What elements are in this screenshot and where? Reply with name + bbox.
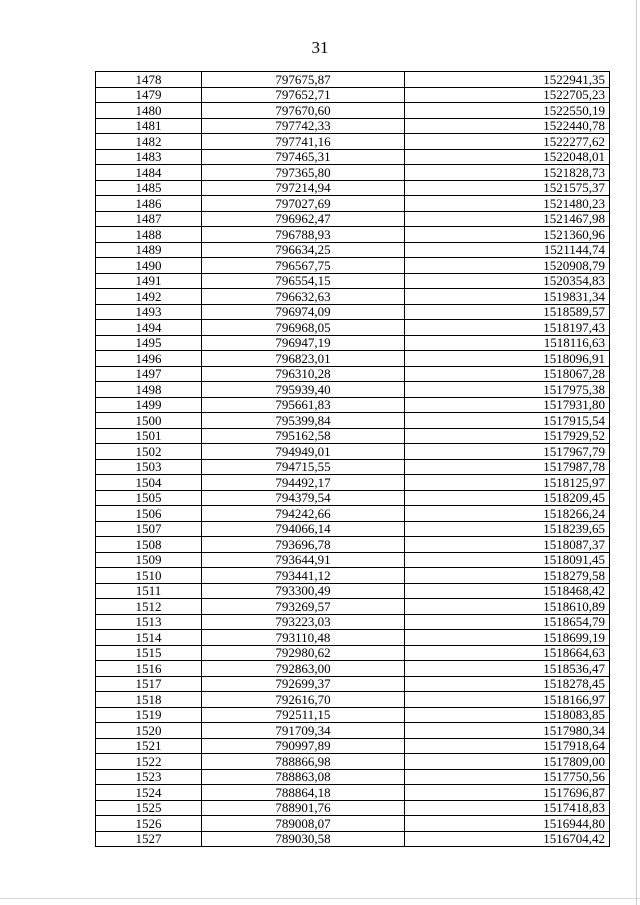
table-row — [96, 800, 610, 816]
point-number-cell: 1525 — [96, 800, 202, 816]
table-row — [96, 816, 610, 832]
table-row — [96, 180, 610, 196]
table-row — [96, 723, 610, 739]
y-coordinate-cell: 1517931,80 — [405, 397, 610, 413]
table-row — [96, 692, 610, 708]
x-coordinate-cell: 793441,12 — [202, 568, 405, 584]
page-number: 31 — [311, 38, 329, 57]
x-coordinate-cell: 796974,09 — [202, 304, 405, 320]
point-number-cell: 1512 — [96, 599, 202, 615]
table-row — [96, 490, 610, 506]
y-coordinate-cell: 1522440,78 — [405, 118, 610, 134]
point-number-cell: 1517 — [96, 676, 202, 692]
y-coordinate-cell: 1518166,97 — [405, 692, 610, 708]
table-row — [96, 521, 610, 537]
x-coordinate-cell: 793223,03 — [202, 614, 405, 630]
table-row — [96, 444, 610, 460]
point-number-cell: 1483 — [96, 149, 202, 165]
point-number-cell: 1479 — [96, 87, 202, 103]
point-number-cell: 1514 — [96, 630, 202, 646]
x-coordinate-cell: 797465,31 — [202, 149, 405, 165]
point-number-cell: 1523 — [96, 769, 202, 785]
table-row — [96, 599, 610, 615]
x-coordinate-cell: 788901,76 — [202, 800, 405, 816]
point-number-cell: 1502 — [96, 444, 202, 460]
y-coordinate-cell: 1517809,00 — [405, 754, 610, 770]
point-number-cell: 1490 — [96, 258, 202, 274]
y-coordinate-cell: 1517418,83 — [405, 800, 610, 816]
table-row — [96, 459, 610, 475]
y-coordinate-cell: 1518468,42 — [405, 583, 610, 599]
x-coordinate-cell: 788864,18 — [202, 785, 405, 801]
y-coordinate-cell: 1522941,35 — [405, 72, 610, 88]
table-row — [96, 165, 610, 181]
table-row — [96, 382, 610, 398]
point-number-cell: 1501 — [96, 428, 202, 444]
table-row — [96, 475, 610, 491]
coordinates-table-body — [96, 72, 610, 847]
x-coordinate-cell: 792616,70 — [202, 692, 405, 708]
table-row — [96, 661, 610, 677]
point-number-cell: 1515 — [96, 645, 202, 661]
y-coordinate-cell: 1518278,45 — [405, 676, 610, 692]
y-coordinate-cell: 1517696,87 — [405, 785, 610, 801]
table-row — [96, 645, 610, 661]
table-row — [96, 568, 610, 584]
table-row — [96, 738, 610, 754]
x-coordinate-cell: 793644,91 — [202, 552, 405, 568]
x-coordinate-cell: 792863,00 — [202, 661, 405, 677]
point-number-cell: 1489 — [96, 242, 202, 258]
y-coordinate-cell: 1522705,23 — [405, 87, 610, 103]
y-coordinate-cell: 1518279,58 — [405, 568, 610, 584]
table-row — [96, 769, 610, 785]
table-row — [96, 397, 610, 413]
table-row — [96, 630, 610, 646]
y-coordinate-cell: 1518096,91 — [405, 351, 610, 367]
y-coordinate-cell: 1518067,28 — [405, 366, 610, 382]
point-number-cell: 1496 — [96, 351, 202, 367]
point-number-cell: 1488 — [96, 227, 202, 243]
x-coordinate-cell: 797670,60 — [202, 103, 405, 119]
x-coordinate-cell: 794066,14 — [202, 521, 405, 537]
table-row — [96, 428, 610, 444]
y-coordinate-cell: 1518197,43 — [405, 320, 610, 336]
table-row — [96, 413, 610, 429]
x-coordinate-cell: 796310,28 — [202, 366, 405, 382]
x-coordinate-cell: 793269,57 — [202, 599, 405, 615]
y-coordinate-cell: 1521467,98 — [405, 211, 610, 227]
point-number-cell: 1510 — [96, 568, 202, 584]
point-number-cell: 1513 — [96, 614, 202, 630]
point-number-cell: 1487 — [96, 211, 202, 227]
x-coordinate-cell: 797027,69 — [202, 196, 405, 212]
point-number-cell: 1497 — [96, 366, 202, 382]
table-row — [96, 754, 610, 770]
y-coordinate-cell: 1517750,56 — [405, 769, 610, 785]
coordinates-table — [95, 71, 610, 847]
y-coordinate-cell: 1518116,63 — [405, 335, 610, 351]
x-coordinate-cell: 796567,75 — [202, 258, 405, 274]
x-coordinate-cell: 793696,78 — [202, 537, 405, 553]
y-coordinate-cell: 1517975,38 — [405, 382, 610, 398]
x-coordinate-cell: 796634,25 — [202, 242, 405, 258]
y-coordinate-cell: 1520908,79 — [405, 258, 610, 274]
point-number-cell: 1508 — [96, 537, 202, 553]
y-coordinate-cell: 1520354,83 — [405, 273, 610, 289]
y-coordinate-cell: 1517967,79 — [405, 444, 610, 460]
table-row — [96, 614, 610, 630]
y-coordinate-cell: 1522550,19 — [405, 103, 610, 119]
table-row — [96, 707, 610, 723]
table-row — [96, 552, 610, 568]
y-coordinate-cell: 1521480,23 — [405, 196, 610, 212]
y-coordinate-cell: 1517918,64 — [405, 738, 610, 754]
y-coordinate-cell: 1521144,74 — [405, 242, 610, 258]
table-row — [96, 134, 610, 150]
y-coordinate-cell: 1518664,63 — [405, 645, 610, 661]
x-coordinate-cell: 796554,15 — [202, 273, 405, 289]
x-coordinate-cell: 795162,58 — [202, 428, 405, 444]
y-coordinate-cell: 1517929,52 — [405, 428, 610, 444]
table-row — [96, 304, 610, 320]
point-number-cell: 1494 — [96, 320, 202, 336]
point-number-cell: 1486 — [96, 196, 202, 212]
y-coordinate-cell: 1518209,45 — [405, 490, 610, 506]
x-coordinate-cell: 796823,01 — [202, 351, 405, 367]
x-coordinate-cell: 797365,80 — [202, 165, 405, 181]
y-coordinate-cell: 1518536,47 — [405, 661, 610, 677]
table-row — [96, 785, 610, 801]
x-coordinate-cell: 789030,58 — [202, 831, 405, 847]
point-number-cell: 1509 — [96, 552, 202, 568]
table-row — [96, 242, 610, 258]
table-row — [96, 537, 610, 553]
point-number-cell: 1491 — [96, 273, 202, 289]
x-coordinate-cell: 795939,40 — [202, 382, 405, 398]
y-coordinate-cell: 1518266,24 — [405, 506, 610, 522]
table-row — [96, 72, 610, 88]
point-number-cell: 1507 — [96, 521, 202, 537]
point-number-cell: 1484 — [96, 165, 202, 181]
x-coordinate-cell: 792980,62 — [202, 645, 405, 661]
table-row — [96, 335, 610, 351]
point-number-cell: 1480 — [96, 103, 202, 119]
point-number-cell: 1478 — [96, 72, 202, 88]
y-coordinate-cell: 1521575,37 — [405, 180, 610, 196]
y-coordinate-cell: 1522277,62 — [405, 134, 610, 150]
y-coordinate-cell: 1518125,97 — [405, 475, 610, 491]
x-coordinate-cell: 797652,71 — [202, 87, 405, 103]
table-row — [96, 366, 610, 382]
x-coordinate-cell: 788866,98 — [202, 754, 405, 770]
point-number-cell: 1495 — [96, 335, 202, 351]
point-number-cell: 1481 — [96, 118, 202, 134]
x-coordinate-cell: 790997,89 — [202, 738, 405, 754]
point-number-cell: 1482 — [96, 134, 202, 150]
x-coordinate-cell: 794379,54 — [202, 490, 405, 506]
y-coordinate-cell: 1521828,73 — [405, 165, 610, 181]
x-coordinate-cell: 792511,15 — [202, 707, 405, 723]
x-coordinate-cell: 789008,07 — [202, 816, 405, 832]
y-coordinate-cell: 1521360,96 — [405, 227, 610, 243]
table-row — [96, 87, 610, 103]
x-coordinate-cell: 794715,55 — [202, 459, 405, 475]
point-number-cell: 1518 — [96, 692, 202, 708]
y-coordinate-cell: 1516704,42 — [405, 831, 610, 847]
x-coordinate-cell: 796962,47 — [202, 211, 405, 227]
y-coordinate-cell: 1518091,45 — [405, 552, 610, 568]
point-number-cell: 1511 — [96, 583, 202, 599]
y-coordinate-cell: 1518083,85 — [405, 707, 610, 723]
x-coordinate-cell: 796632,63 — [202, 289, 405, 305]
point-number-cell: 1500 — [96, 413, 202, 429]
x-coordinate-cell: 794492,17 — [202, 475, 405, 491]
y-coordinate-cell: 1518610,89 — [405, 599, 610, 615]
x-coordinate-cell: 793110,48 — [202, 630, 405, 646]
y-coordinate-cell: 1517915,54 — [405, 413, 610, 429]
x-coordinate-cell: 797214,94 — [202, 180, 405, 196]
point-number-cell: 1504 — [96, 475, 202, 491]
y-coordinate-cell: 1518699,19 — [405, 630, 610, 646]
x-coordinate-cell: 794949,01 — [202, 444, 405, 460]
table-row — [96, 351, 610, 367]
point-number-cell: 1520 — [96, 723, 202, 739]
table-row — [96, 676, 610, 692]
x-coordinate-cell: 796947,19 — [202, 335, 405, 351]
point-number-cell: 1498 — [96, 382, 202, 398]
y-coordinate-cell: 1518087,37 — [405, 537, 610, 553]
x-coordinate-cell: 797741,16 — [202, 134, 405, 150]
y-coordinate-cell: 1518654,79 — [405, 614, 610, 630]
point-number-cell: 1493 — [96, 304, 202, 320]
x-coordinate-cell: 796968,05 — [202, 320, 405, 336]
y-coordinate-cell: 1518589,57 — [405, 304, 610, 320]
table-row — [96, 320, 610, 336]
scan-edge-right — [636, 0, 637, 905]
point-number-cell: 1524 — [96, 785, 202, 801]
table-row — [96, 583, 610, 599]
scan-edge-bottom — [0, 898, 640, 899]
y-coordinate-cell: 1522048,01 — [405, 149, 610, 165]
point-number-cell: 1503 — [96, 459, 202, 475]
table-row — [96, 211, 610, 227]
table-row — [96, 273, 610, 289]
table-row — [96, 506, 610, 522]
x-coordinate-cell: 792699,37 — [202, 676, 405, 692]
point-number-cell: 1505 — [96, 490, 202, 506]
x-coordinate-cell: 795661,83 — [202, 397, 405, 413]
y-coordinate-cell: 1517980,34 — [405, 723, 610, 739]
table-row — [96, 103, 610, 119]
table-row — [96, 831, 610, 847]
table-row — [96, 227, 610, 243]
x-coordinate-cell: 795399,84 — [202, 413, 405, 429]
y-coordinate-cell: 1518239,65 — [405, 521, 610, 537]
x-coordinate-cell: 794242,66 — [202, 506, 405, 522]
point-number-cell: 1522 — [96, 754, 202, 770]
table-row — [96, 149, 610, 165]
point-number-cell: 1506 — [96, 506, 202, 522]
point-number-cell: 1499 — [96, 397, 202, 413]
x-coordinate-cell: 796788,93 — [202, 227, 405, 243]
point-number-cell: 1527 — [96, 831, 202, 847]
x-coordinate-cell: 793300,49 — [202, 583, 405, 599]
point-number-cell: 1526 — [96, 816, 202, 832]
x-coordinate-cell: 788863,08 — [202, 769, 405, 785]
y-coordinate-cell: 1517987,78 — [405, 459, 610, 475]
table-row — [96, 196, 610, 212]
x-coordinate-cell: 797675,87 — [202, 72, 405, 88]
table-row — [96, 258, 610, 274]
point-number-cell: 1516 — [96, 661, 202, 677]
x-coordinate-cell: 791709,34 — [202, 723, 405, 739]
y-coordinate-cell: 1516944,80 — [405, 816, 610, 832]
table-row — [96, 118, 610, 134]
x-coordinate-cell: 797742,33 — [202, 118, 405, 134]
point-number-cell: 1521 — [96, 738, 202, 754]
y-coordinate-cell: 1519831,34 — [405, 289, 610, 305]
point-number-cell: 1492 — [96, 289, 202, 305]
point-number-cell: 1485 — [96, 180, 202, 196]
point-number-cell: 1519 — [96, 707, 202, 723]
table-row — [96, 289, 610, 305]
